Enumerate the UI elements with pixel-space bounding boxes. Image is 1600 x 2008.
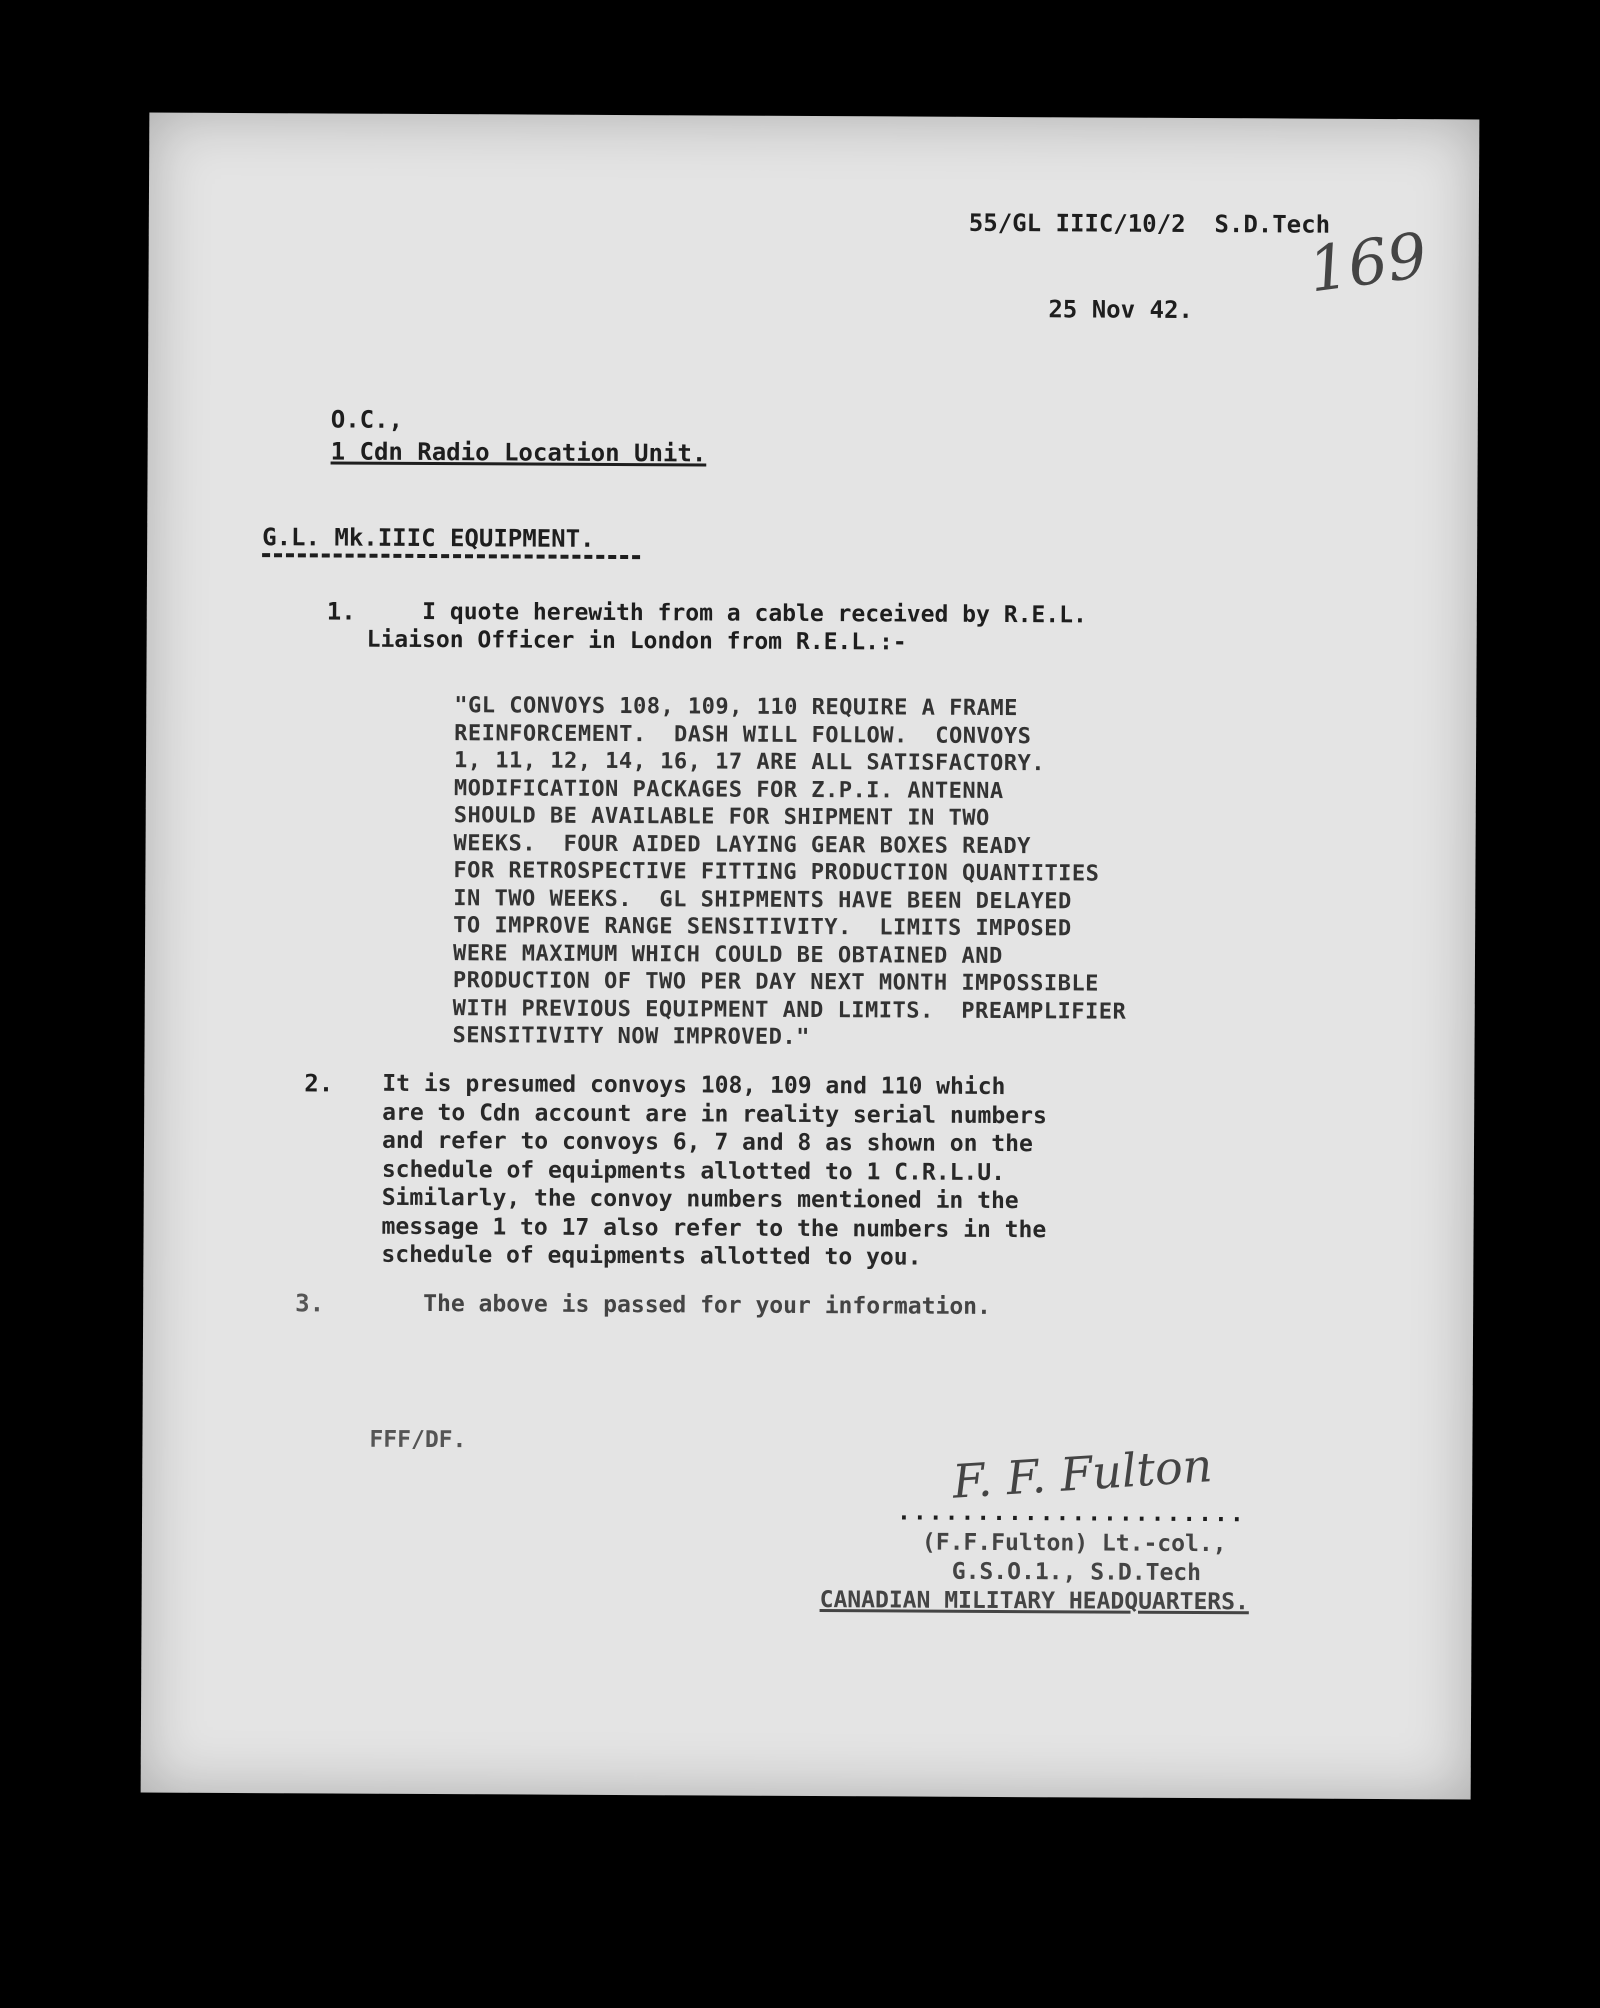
signatory-name: (F.F.Fulton) Lt.-col., bbox=[921, 1529, 1227, 1558]
paragraph-2-number: 2. bbox=[304, 1069, 334, 1098]
signature-dotted-line: ...................... bbox=[897, 1499, 1246, 1528]
signatory-title: G.S.O.1., S.D.Tech bbox=[951, 1558, 1202, 1587]
subject-heading: G.L. Mk.IIIC EQUIPMENT. bbox=[262, 523, 595, 553]
quoted-cable: "GL CONVOYS 108, 109, 110 REQUIRE A FRAME REINFORCEMENT. DASH WILL FOLLOW. CONVOYS 1, 11, 12, 14, 16, 17 ARE ALL SATISFACTORY. MODIFICATION PACKAGES FOR Z.P.I. ANTENNA SHOULD BE AVAILABLE FOR SHIPMENT IN TWO WEEKS. FOUR AIDED LAYING GEAR BOXES READY FOR RETROSPECTIVE FITTING PRODUCTION QUANTITIES IN TWO WEEKS. GL SHIPMENTS HAVE BEEN DELAYED TO IMPROVE RANGE SENSITIVITY. LIMITS IMPOSED WERE MAXIMUM WHICH COULD BE OBTAINED AND PRODUCTION OF TWO PER DAY NEXT MONTH IMPOSSIBLE WITH PREVIOUS EQUIPMENT AND LIMITS. PREAMPLIFIER SENSITIVITY NOW IMPROVED." bbox=[452, 693, 1127, 1051]
typist-initials: FFF/DF. bbox=[369, 1426, 467, 1454]
subject-underline bbox=[262, 553, 640, 559]
handwritten-signature: F. F. Fulton bbox=[950, 1438, 1214, 1509]
paragraph-2-text: It is presumed convoys 108, 109 and 110 which are to Cdn account are in reality serial numbers and refer to convoys 6, 7 and 8 as shown on the schedule of equipments allotted to 1 C.R.L.U. Similarly, the convoy numbers mentioned in the message 1 to 17 also refer to the numbers in the schedule of equipments allotted to you. bbox=[381, 1070, 1047, 1271]
folio-number: 169 bbox=[1304, 218, 1432, 307]
addressee-line-1: O.C., bbox=[330, 405, 404, 434]
paragraph-1-text: I quote herewith from a cable received by R.E.L. Liaison Officer in London from R.E.L.:- bbox=[366, 598, 1087, 656]
paragraph-1-number: 1. bbox=[326, 597, 356, 626]
signatory-organization: CANADIAN MILITARY HEADQUARTERS. bbox=[819, 1587, 1249, 1616]
paragraph-3-text: The above is passed for your information. bbox=[423, 1290, 991, 1320]
file-reference: 55/GL IIIC/10/2 S.D.Tech bbox=[968, 208, 1331, 239]
paragraph-3-number: 3. bbox=[295, 1289, 325, 1318]
letter-body bbox=[141, 113, 1480, 1800]
letter-date: 25 Nov 42. bbox=[1048, 295, 1193, 324]
document-sheet bbox=[141, 113, 1480, 1800]
addressee-line-2: 1 Cdn Radio Location Unit. bbox=[330, 437, 707, 468]
